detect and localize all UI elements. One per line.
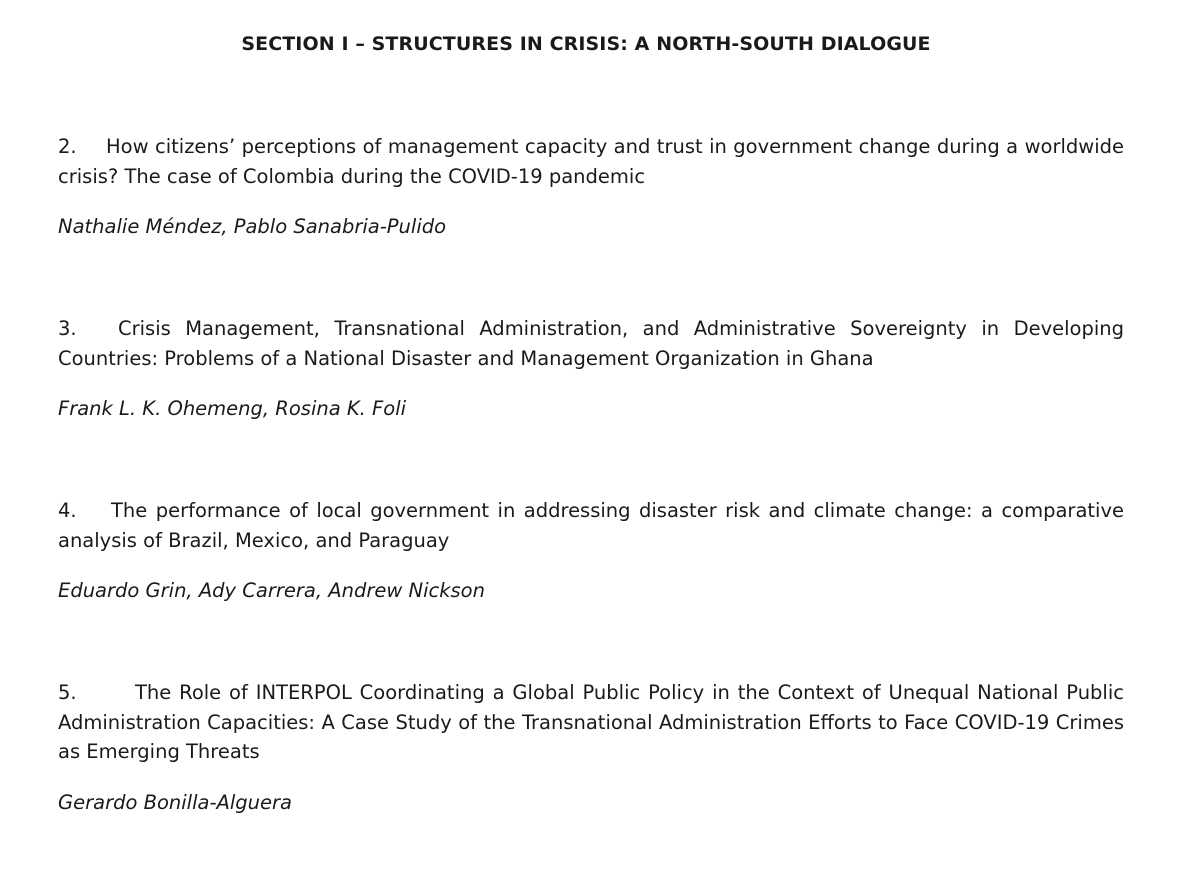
chapter-authors: Nathalie Méndez, Pablo Sanabria-Pulido <box>58 215 447 238</box>
chapter-entry <box>58 678 1124 817</box>
section-heading: SECTION I – STRUCTURES IN CRISIS: A NORTH-SOUTH DIALOGUE <box>241 33 931 55</box>
chapter-title-text: How citizens’ perceptions of management capacity and trust in government change during a worldwide crisis? The case of Colombia during the COVID-19 pandemic <box>58 135 1124 188</box>
chapter-number: 3. <box>58 317 77 340</box>
chapter-authors: Frank L. K. Ohemeng, Rosina K. Foli <box>58 397 407 420</box>
chapter-title <box>58 496 1124 555</box>
chapter-entry <box>58 314 1124 423</box>
chapter-authors: Eduardo Grin, Ady Carrera, Andrew Nickson <box>58 579 485 602</box>
chapter-number: 4. <box>58 499 77 522</box>
chapter-entry <box>58 496 1124 605</box>
chapter-number: 5. <box>58 681 77 704</box>
chapter-title-text: The performance of local government in addressing disaster risk and climate change: a comparative analysis of Brazil, Mexico, and Paraguay <box>58 499 1124 552</box>
chapter-title-text: Crisis Management, Transnational Administration, and Administrative Sovereignty in Developing Countries: Problems of a National Disaster and Management Organization in Ghana <box>58 317 1124 370</box>
chapter-title <box>58 314 1124 373</box>
chapter-title <box>58 678 1124 767</box>
chapter-title-text: The Role of INTERPOL Coordinating a Global Public Policy in the Context of Unequal National Public Administration Capacities: A Case Study of the Transnational Administration Efforts to Face COVID-19 Crimes as Emerging Threats <box>58 681 1124 763</box>
chapter-number: 2. <box>58 135 77 158</box>
chapter-authors: Gerardo Bonilla-Alguera <box>58 790 292 814</box>
chapter-title <box>58 132 1124 191</box>
chapter-entry <box>58 132 1124 241</box>
